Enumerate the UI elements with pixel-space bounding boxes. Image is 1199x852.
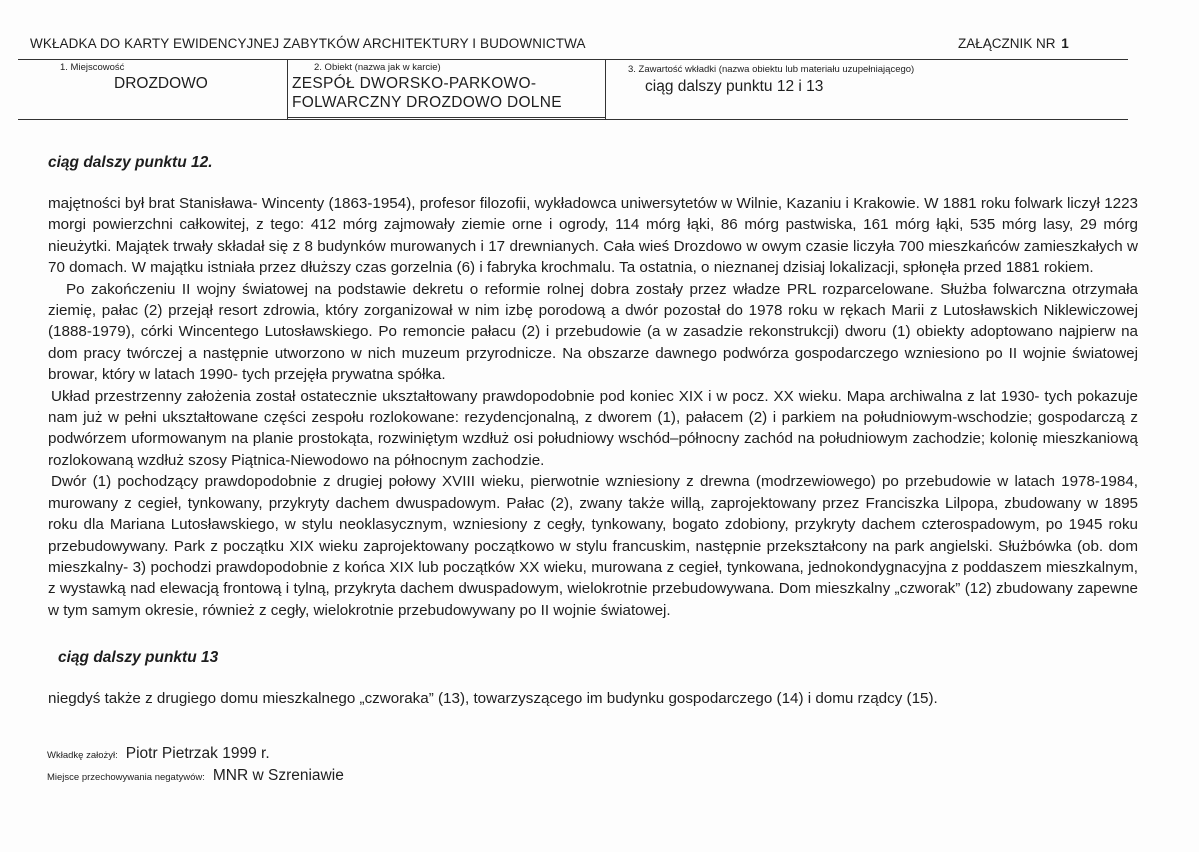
author-row xyxy=(47,745,270,763)
paragraph: Po zakończeniu II wojny światowej na podstawie dekretu o reformie rolnej dobra zostały przez władze PRL rozparcelowane. Służba folwarczna otrzymała ziemię, pałac (2) przejął resort zdrowia, który zorganizował w nim izbę porodową a dwór pozostał do 1978 roku w rękach Marii z Lutosławskich Niklewiczowej (1888-1979), córki Wincentego Lutosławskiego. Po remoncie pałacu (2) i przebudowie (a w zasadzie rekonstrukcji) dworu (1) obiekty adoptowano najpierw na dom pracy twórczej a następnie utworzono w nich muzeum przyrodnicze. Na obszarze dawnego podwórza gospodarczego wzniesiono po II wojnie światowej browar, który w latach 1990- tych przejęła prywatna spółka. xyxy=(48,280,1138,384)
place-value: DROZDOWO xyxy=(114,75,208,92)
object-value-line1: ZESPÓŁ DWORSKO-PARKOWO- xyxy=(292,75,537,92)
attachment-label: ZAŁĄCZNIK NR xyxy=(958,36,1056,51)
paragraph: majętności był brat Stanisława- Wincenty (1863-1954), profesor filozofii, wykładowca uniwersytetów w Wilnie, Kazaniu i Krakowie. W 1881 roku folwark liczył 1223 morgi powierzchni całkowitej, z tego: 412 mórg zajmowały ziemie orne i ogrody, 114 mórg łąki, 86 mórg pastwiska, 161 mórg łąki, 535 mórg lasy, 29 mórg nieużytki. Majątek trwały składał się z 8 budynków murowanych i 17 drewnianych. Cała wieś Drozdowo w owym czasie liczyła 700 mieszkańców zamieszkałych w 70 domach. W majątku istniała przez dłuższy czas gorzelnia (6) i fabryka krochmalu. Ta ostatnia, o nieznanej dzisiaj lokalizacji, spłonęła przed 1881 rokiem. xyxy=(48,195,1138,277)
negatives-value: MNR w Szreniawie xyxy=(212,767,344,784)
place-label: 1. Miejscowość xyxy=(60,62,125,73)
field-divider-2 xyxy=(605,59,606,119)
header-bottom-rule xyxy=(18,119,1128,120)
section-12-heading: ciąg dalszy punktu 12. xyxy=(48,154,213,171)
paragraph: Dwór (1) pochodzący prawdopodobnie z drugiej połowy XVIII wieku, pierwotnie wzniesiony z drewna (modrzewiowego) po przebudowie w latach 1978-1984, murowany z cegieł, tynkowany, przykryty dachem dwuspadowym. Pałac (2), zwany także willą, zaprojektowany przez Franciszka Lilpopa, zbudowany w 1895 roku dla Mariana Lutosławskiego, w stylu neoklasycznym, wzniesiony z cegły, tynkowany, bogato zdobiony, przykryty dachem czterospadowym, po 1945 roku przebudowywany. Park z początku XIX wieku zaprojektowany początkowo w stylu francuskim, następnie przekształcony na park angielski. Służbówka (ob. dom mieszkalny- 3) pochodzi prawdopodobnie z końca XIX lub początków XX wieku, murowana z cegieł, tynkowana, jednokondygnacyjna z poddaszem mieszkalnym, z wystawką nad elewacją frontową i tylną, przykryta dachem dwuspadowym, wielokrotnie przebudowywana. Dom mieszkalny „czworak” (12) zbudowany zapewne w tym samym okresie, również z cegły, wielokrotnie przebudowywany po II wojnie światowej. xyxy=(48,473,1138,619)
negatives-label: Miejsce przechowywania negatywów: xyxy=(47,772,205,783)
section-13-text: niegdyś także z drugiego domu mieszkalnego „czworaka” (13), towarzyszącego im budynku gospodarczego (14) i domu rządcy (15). xyxy=(48,690,938,707)
content-value: ciąg dalszy punktu 12 i 13 xyxy=(645,78,824,95)
object-value-line2: FOLWARCZNY DROZDOWO DOLNE xyxy=(292,94,562,111)
section-13-heading: ciąg dalszy punktu 13 xyxy=(58,649,219,666)
negatives-row xyxy=(47,767,344,785)
attachment-number xyxy=(958,36,1069,51)
author-label: Wkładkę założył: xyxy=(47,750,118,761)
attachment-value: 1 xyxy=(1061,36,1069,51)
author-value: Piotr Pietrzak 1999 r. xyxy=(125,745,270,762)
object-value xyxy=(292,74,562,112)
section-12-body xyxy=(48,193,1138,621)
paragraph: Układ przestrzenny założenia został ostatecznie ukształtowany prawdopodobnie pod koniec XIX i w pocz. XX wieku. Mapa archiwalna z lat 1930- tych pokazuje nam już w pełni ukształtowane części zespołu rozlokowane: rezydencjonalną, z dworem (1), pałacem (2) i parkiem na południowym-wschodzie; gospodarczą z podwórzem uformowanym na planie prostokąta, rozwiniętym wzdłuż osi południowy wschód–północny zachód na południowym zachodzie; kolonię mieszkaniową rozlokowaną wzdłuż szosy Piątnica-Niewodowo na północnym zachodzie. xyxy=(48,387,1138,469)
field-divider-1 xyxy=(287,59,288,119)
form-title: WKŁADKA DO KARTY EWIDENCYJNEJ ZABYTKÓW ARCHITEKTURY I BUDOWNICTWA xyxy=(30,36,586,51)
object-label: 2. Obiekt (nazwa jak w karcie) xyxy=(314,62,441,73)
header-top-rule xyxy=(18,59,1128,60)
object-field-underline xyxy=(287,117,605,118)
content-label: 3. Zawartość wkładki (nazwa obiektu lub materiału uzupełniającego) xyxy=(628,64,915,75)
